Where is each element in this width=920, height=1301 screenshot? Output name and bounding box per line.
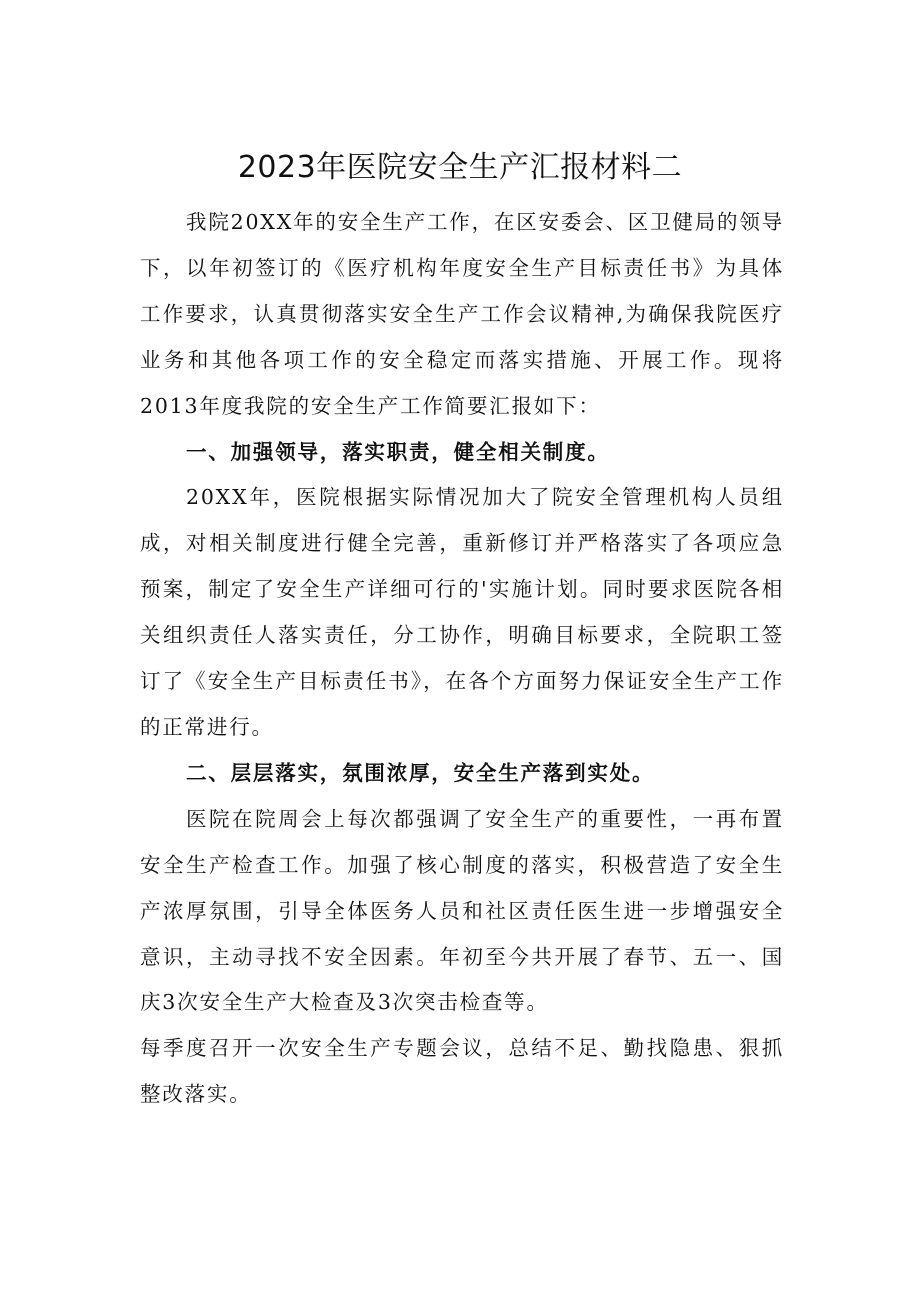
paragraph-quarterly-meeting: 每季度召开一次安全生产专题会议，总结不足、勤找隐患、狠抓整改落实。 — [140, 1036, 784, 1107]
paragraph-section-2: 医院在院周会上每次都强调了安全生产的重要性，一再布置安全生产检查工作。加强了核心制度的落实，积极营造了安全生产浓厚氛围，引导全体医务人员和社区责任医生进一步增强安全意识，主动寻找不安全因素。年初至今共开展了春节、五一、国庆3次安全生产大检查及3次突击检查等。 — [140, 806, 784, 1015]
document-body — [140, 200, 784, 1118]
section-heading-1: 一、加强领导，落实职责，健全相关制度。 — [186, 439, 610, 464]
document-title: 2023年医院安全生产汇报材料二 — [237, 150, 683, 185]
paragraph-section-1: 20XX年，医院根据实际情况加大了院安全管理机构人员组成，对相关制度进行健全完善，重新修订并严格落实了各项应急预案，制定了安全生产详细可行的'实施计划。同时要求医院各相关组织责任人落实责任，分工协作，明确目标要求，全院职工签订了《安全生产目标责任书》，在各个方面努力保证安全生产工作的正常进行。 — [140, 485, 784, 739]
paragraph-intro: 我院20XX年的安全生产工作，在区安委会、区卫健局的领导下，以年初签订的《医疗机构年度安全生产目标责任书》为具体工作要求，认真贯彻落实安全生产工作会议精神,为确保我院医疗业务和其他各项工作的安全稳定而落实措施、开展工作。现将2013年度我院的安全生产工作简要汇报如下： — [140, 210, 784, 418]
section-heading-2: 二、层层落实，氛围浓厚，安全生产落到实处。 — [186, 760, 655, 785]
